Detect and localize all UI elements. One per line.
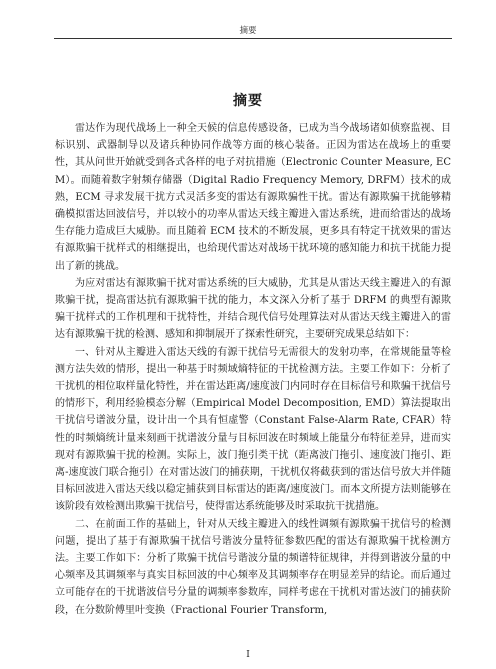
page-number: I	[246, 650, 250, 660]
running-header: 摘要	[239, 26, 257, 36]
page-title: 摘要	[233, 93, 263, 109]
paragraph-intro: 雷达作为现代战场上一种全天候的信息传感设备，已成为当今战场诸如侦察监视、目标识别、武器制导以及诸兵种协同作战等方面的核心装备。正因为雷达在战场上的重要性，其从问世开始就受到各式各样的电子对抗措施（Electronic Counter Measure, ECM）。而随着数字射频存储器（Digital Radio Frequency Memory, DRFM）技术的成熟，ECM 寻求发展干扰方式灵活多变的雷达有源欺骗性干扰。雷达有源欺骗干扰能够精确模拟雷达回波信号，并以较小的功率从雷达天线主瓣进入雷达系统，进而给雷达的战场生存能力造成巨大威胁。而且随着 ECM 技术的不断发展，更多具有特定干扰效果的雷达有源欺骗干扰样式的相继提出，也给现代雷达对战场干扰环境的感知能力和抗干扰能力提出了新的挑战。	[55, 123, 451, 272]
paragraph-contribution-2: 二、在前面工作的基础上，针对从天线主瓣进入的线性调频有源欺骗干扰信号的检测问题，提出了基于有源欺骗干扰信号谐波分量特征参数匹配的雷达有源欺骗干扰检测方法。主要工作如下：分析了欺骗干扰信号谐波分量的频谱特征规律，并得到谐波分量的中心频率及其调频率与真实目标回波的中心频率及其调频率存在明显差异的结论。而后通过立可能存在的干扰谐波信号分量的调频率参数库，同样考虑在干扰机对雷达波门的捕获阶段，在分数阶傅里叶变换（Fractional Fourier Transform,	[55, 518, 451, 616]
paragraph-objective: 为应对雷达有源欺骗干扰对雷达系统的巨大威胁，尤其是从雷达天线主瓣进入的有源欺骗干扰，提高雷达抗有源欺骗干扰的能力，本文深入分析了基于 DRFM 的典型有源欺骗干扰样式的工作机理和干扰特性，并结合现代信号处理算法对从雷达天线主瓣进入的雷达有源欺骗干扰的检测、感知和抑制展开了探索性研究，主要研究成果总结如下：	[55, 277, 451, 341]
abstract-body	[55, 120, 451, 619]
paragraph-contribution-1: 一、针对从主瓣进入雷达天线的有源干扰信号无需很大的发射功率，在常规能量等检测方法失效的情形，提出一种基于时频域熵特征的干扰检测方法。主要工作如下：分析了干扰机的相位取样量化特性，并在雷达距离/速度波门内同时存在目标信号和欺骗干扰信号的情形下，利用经验模态分解（Empirical Model Decomposition, EMD）算法提取出干扰信号谱波分量，设计出一个具有恒虚警（Constant False-Alarm Rate, CFAR）特性的时频熵统计量来刻画干扰谱波分量与目标回波在时频域上能量分布特征差异，进而实现对有源欺骗干扰的检测。实际上，波门拖引类干扰（距离波门拖引、速度波门拖引、距离-速度波门联合拖引）在对雷达波门的捕获期，干扰机仅将截获到的雷达信号放大并伴随目标回波进入雷达天线以稳定捕获到目标雷达的距离/速度波门。而本文所提方法则能够在该阶段有效检测出欺骗干扰信号，使得雷达系统能够及时采取抗干扰措施。	[55, 346, 451, 513]
header-divider	[54, 38, 452, 39]
